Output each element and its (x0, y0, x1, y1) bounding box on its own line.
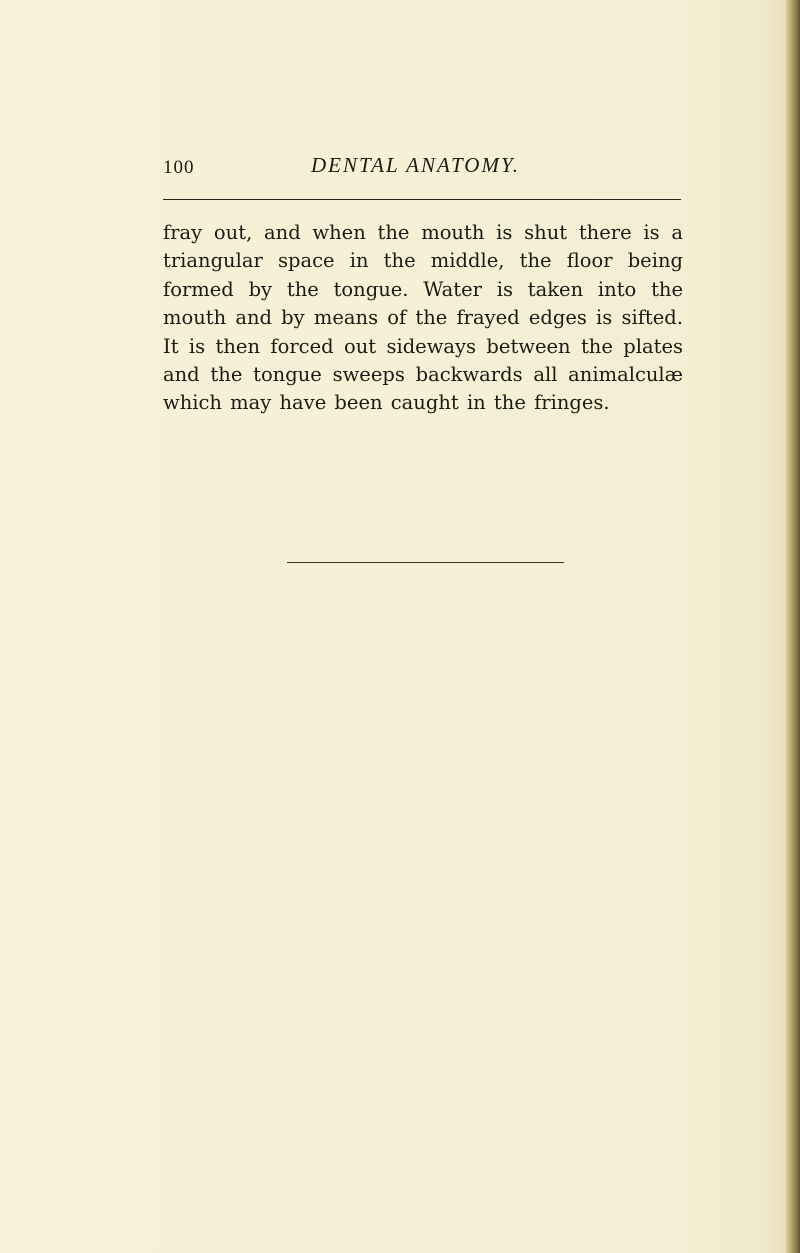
page-header (163, 153, 683, 187)
header-rule (163, 199, 681, 200)
body-paragraph: fray out, and when the mouth is shut there is a triangular space in the middle, the floor being formed by the tongue. Water is taken into the mouth and by means of the frayed edges is sifted. It is then forced out sideways between the plates and the tongue sweeps backwards all animalculæ which may have been caught in the fringes. (163, 221, 683, 415)
page-edge-shadow (786, 0, 800, 1253)
running-head: DENTAL ANATOMY. (311, 153, 520, 177)
page-number: 100 (163, 157, 195, 178)
section-end-rule (287, 562, 564, 563)
